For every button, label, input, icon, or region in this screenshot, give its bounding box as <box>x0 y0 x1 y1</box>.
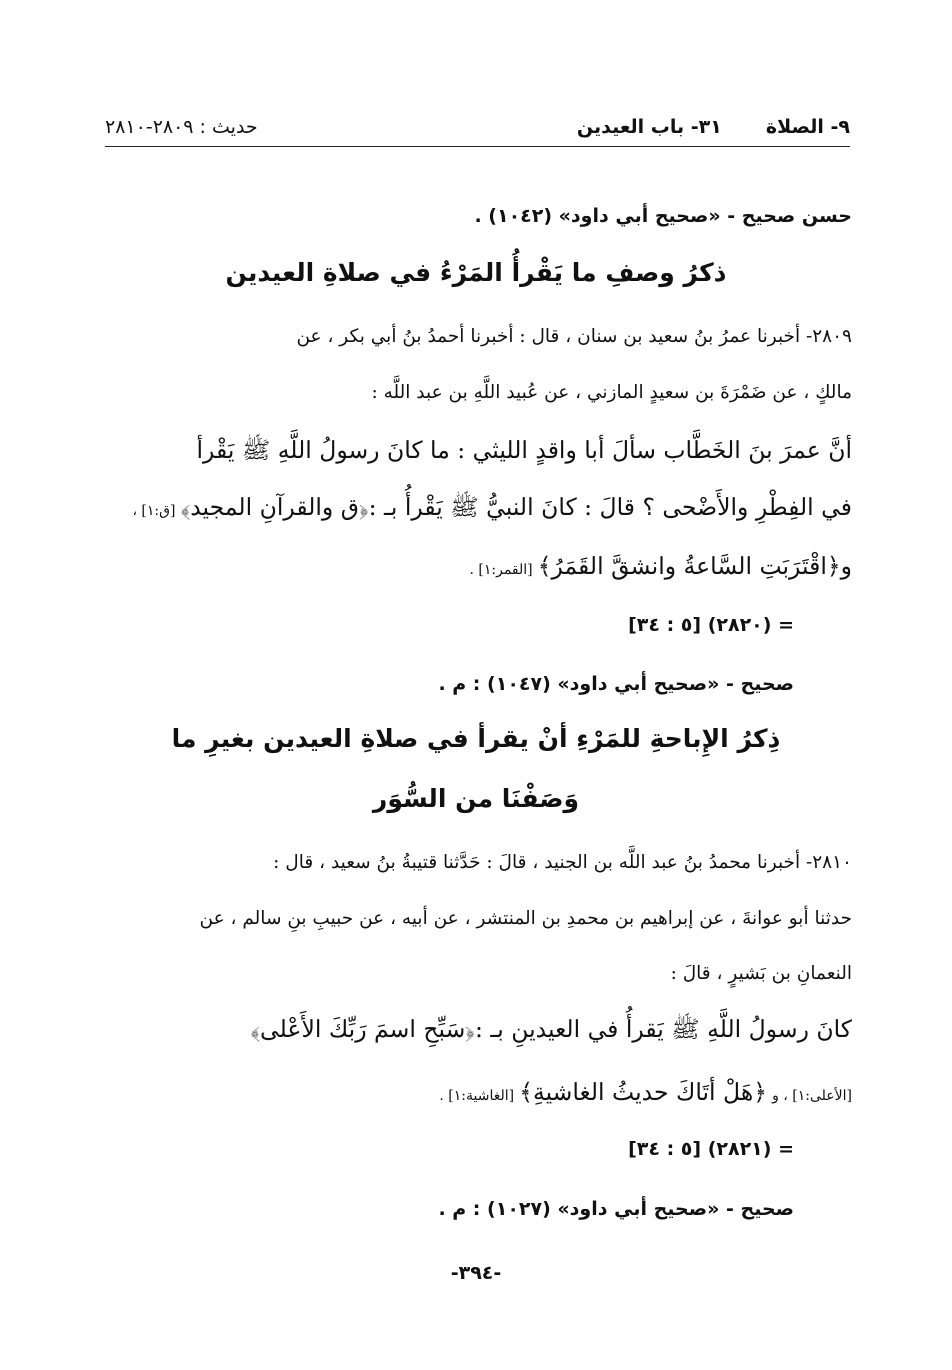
hadith-2809-cross-reference: = (٢٨٢٠) [٥ : ٣٤] <box>628 614 794 636</box>
hadith-2809-matn-line-2-wrap <box>100 493 852 527</box>
header-book: ٩- الصلاة <box>765 116 850 138</box>
quran-reference-ghashiya: [الغاشية:١] . <box>439 1088 515 1104</box>
hadith-2810-isnad-line-1: ٢٨١٠- أخبرنا محمدُ بنُ عبد اللَّه بن الجنيد ، قالَ : حَدَّثنا قتيبةُ بنُ سعيد ، قال : <box>273 852 852 873</box>
hadith-2810-isnad-line-2: حدثنا أبو عوانةَ ، عن إبراهيم بن محمدِ بن المنتشر ، عن أبيه ، عن حبيبِ بنِ سالم ، عن <box>199 908 852 929</box>
chapter-heading-2-line-2: وَصَفْنَا من السُّوَر <box>372 784 580 813</box>
chapter-heading-1: ذكرُ وصفِ ما يَقْرأُ المَرْءُ في صلاةِ العيدين <box>225 258 727 287</box>
quran-reference-qamar: [القمر:١] . <box>469 562 533 578</box>
hadith-2809-matn-line-3: و﴿اقْتَرَبَتِ السَّاعةُ وانشقَّ القَمَرُ﴾ <box>537 552 852 580</box>
hadith-2810-grade: صحيح - «صحيح أبي داود» (١٠٢٧) : م . <box>438 1198 794 1220</box>
header-section-title <box>577 116 850 138</box>
hadith-2809-isnad-line-1: ٢٨٠٩- أخبرنا عمرُ بنُ سعيد بن سنان ، قال : أخبرنا أحمدُ بنُ أبي بكر ، عن <box>296 326 852 347</box>
chapter-heading-2-line-1: ذِكرُ الإِباحةِ للمَرْءِ أنْ يقرأ في صلاةِ العيدين بغيرِ ما <box>171 724 781 753</box>
grade-previous-hadith: حسن صحيح - «صحيح أبي داود» (١٠٤٢) . <box>474 205 852 227</box>
hadith-2810-cross-reference: = (٢٨٢١) [٥ : ٣٤] <box>628 1138 794 1160</box>
hadith-2810-matn-line-1: كانَ رسولُ اللَّهِ ﷺ يَقرأُ في العيدينِ بـ :﴿سَبِّحِ اسمَ رَبِّكَ الأَعْلى﴾ <box>250 1015 852 1043</box>
header-hadith-range: حديث : ٢٨٠٩-٢٨١٠ <box>105 116 258 138</box>
header-chapter: ٣١- باب العيدين <box>576 116 722 138</box>
quran-reference-qaf: [ق:١] ، <box>132 503 176 519</box>
hadith-2809-matn-line-1: أنَّ عمرَ بنَ الخَطَّاب سألَ أبا واقدٍ الليثي : ما كانَ رسولُ اللَّهِ ﷺ يَقْرأ <box>196 436 852 464</box>
hadith-2810-isnad-line-3: النعمانِ بن بَشيرٍ ، قالَ : <box>670 963 852 984</box>
hadith-2809-matn-line-3-wrap <box>100 552 852 580</box>
hadith-2810-matn-line-2: ﴿هَلْ أتَاكَ حديثُ الغاشيةِ﴾ <box>519 1078 767 1106</box>
hadith-2809-isnad-line-2: مالكٍ ، عن ضَمْرَةَ بن سعيدٍ المازني ، عن عُبيد اللَّهِ بن عبد اللَّه : <box>371 382 852 403</box>
hadith-2809-matn-line-2: في الفِطْرِ والأَضْحى ؟ قالَ : كانَ النبيُّ ﷺ يَقْرأُ بـ :﴿ق والقرآنِ المجيد﴾ <box>180 493 852 521</box>
hadith-2809-grade: صحيح - «صحيح أبي داود» (١٠٤٧) : م . <box>438 673 794 695</box>
quran-reference-ala: [الأعلى:١] ، و <box>772 1088 852 1104</box>
page-number: -٣٩٤- <box>450 1262 502 1284</box>
hadith-2810-matn-line-2-wrap <box>100 1078 852 1106</box>
running-header <box>105 112 850 147</box>
